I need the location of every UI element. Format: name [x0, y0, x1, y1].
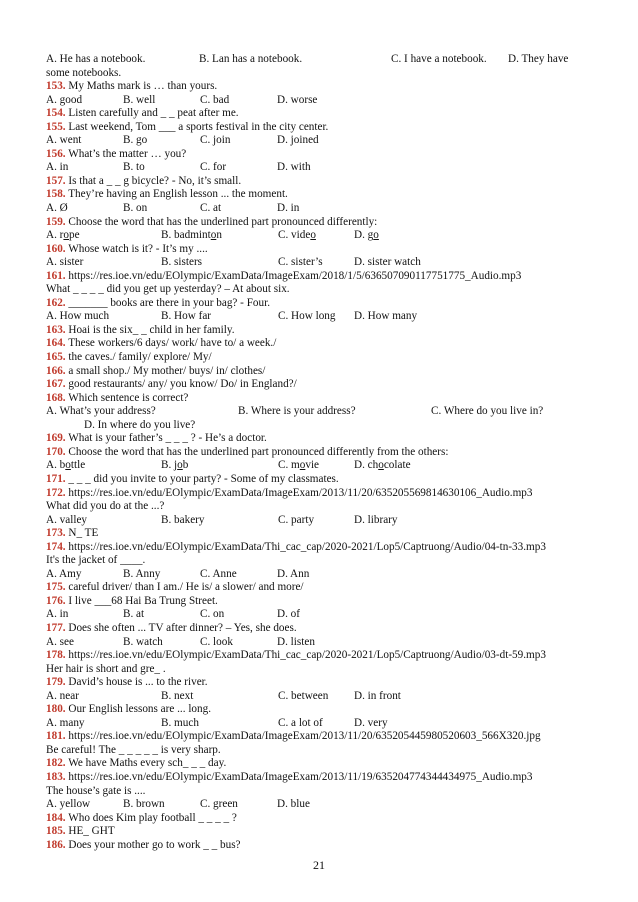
underlined-letter: o: [65, 459, 71, 472]
answer-option: C. green: [200, 798, 238, 811]
answer-option: A. sister: [46, 256, 84, 269]
answer-option: [46, 229, 80, 243]
question-text: Listen carefully and _ _ peat after me.: [68, 107, 239, 120]
question-text: Which sentence is correct?: [68, 391, 189, 404]
question-number: 171.: [46, 472, 66, 485]
question-continuation: [46, 500, 596, 514]
answer-option: A. valley: [46, 513, 88, 526]
answer-option: D. in front: [354, 689, 401, 702]
question-number: 173.: [46, 527, 66, 540]
question-number: 155.: [46, 120, 66, 133]
option-suffix: vie: [305, 459, 320, 472]
question-text: a small shop./ My mother/ buys/ in/ clothes/: [68, 364, 266, 377]
answer-options-row: [46, 202, 596, 216]
question-continuation: [46, 785, 596, 799]
answer-option: A. many: [46, 716, 85, 729]
question-line: [46, 812, 596, 826]
underlined-letter: o: [378, 459, 384, 472]
question-text: https://res.ioe.vn/edu/EOlympic/ExamData/ImageExam/2013/11/20/635205445980520603_566X320.jpg: [68, 730, 541, 743]
answer-option: A. see: [46, 635, 74, 648]
answer-options-row: [46, 514, 596, 528]
question-text: They’re having an English lesson ... the moment.: [68, 188, 288, 201]
option-prefix: D. ch: [354, 459, 379, 472]
answer-options-row: [46, 608, 596, 622]
question-text: Does your mother go to work _ _ bus?: [68, 838, 241, 851]
question-continuation: [46, 67, 596, 81]
question-number: 177.: [46, 621, 66, 634]
answer-option: A. good: [46, 93, 83, 106]
question-line: [46, 839, 596, 853]
option-suffix: pe: [69, 229, 80, 242]
question-text: My Maths mark is … than yours.: [68, 80, 218, 93]
question-line: [46, 432, 596, 446]
answer-option-indented: [46, 419, 596, 433]
answer-option: D. worse: [277, 93, 318, 106]
question-text: Choose the word that has the underlined part pronounced differently:: [68, 215, 378, 228]
question-text: I live ___68 Hai Ba Trung Street.: [68, 594, 218, 607]
question-text: Is that a _ _ g bicycle? - No, it’s small.: [68, 174, 242, 187]
answer-option: C. I have a notebook.: [391, 53, 487, 65]
question-text: careful driver/ than I am./ He is/ a slower/ and more/: [68, 581, 304, 594]
continuation-text: Be careful! The _ _ _ _ _ is very sharp.: [46, 743, 221, 756]
answer-option: B. Anny: [123, 567, 161, 580]
question-line: [46, 595, 596, 609]
answer-option: D. joined: [277, 134, 319, 147]
answer-option: B. on: [123, 202, 148, 215]
question-text: _ _ _ did you invite to your party? - Some of my classmates.: [68, 472, 339, 485]
question-text: We have Maths every sch_ _ _ day.: [68, 757, 227, 770]
question-line: [46, 175, 596, 189]
question-number: 183.: [46, 770, 66, 783]
question-number: 153.: [46, 80, 66, 93]
answer-option: B. brown: [123, 798, 165, 811]
answer-option: A. in: [46, 608, 69, 621]
answer-option: D. blue: [277, 798, 310, 811]
continuation-text: The house’s gate is ....: [46, 784, 146, 797]
answer-option: A. Amy: [46, 567, 82, 580]
option-prefix: A. r: [46, 229, 64, 242]
answer-option: B. go: [123, 134, 148, 147]
answer-option: A. in: [46, 161, 69, 174]
answer-option: B. to: [123, 161, 145, 174]
question-number: 181.: [46, 730, 66, 743]
answer-option: C. join: [200, 134, 231, 147]
question-number: 158.: [46, 188, 66, 201]
question-line: [46, 757, 596, 771]
question-number: 176.: [46, 594, 66, 607]
answer-options-row: [46, 405, 596, 419]
question-number: 170.: [46, 445, 66, 458]
option-suffix: n: [216, 229, 222, 242]
question-line: [46, 378, 596, 392]
answer-options-row: [46, 161, 596, 175]
question-text: Last weekend, Tom ___ a sports festival in the city center.: [68, 120, 329, 133]
question-line: [46, 324, 596, 338]
answer-option: C. bad: [200, 93, 230, 106]
question-continuation: [46, 554, 596, 568]
answer-options-row: [46, 134, 596, 148]
underlined-letter: o: [299, 459, 306, 472]
question-number: 178.: [46, 649, 66, 662]
option-prefix: A. b: [46, 459, 66, 472]
option-prefix: D. g: [354, 229, 374, 242]
question-line: [46, 121, 596, 135]
question-number: 175.: [46, 581, 66, 594]
answer-option: B. next: [161, 689, 194, 702]
question-text: These workers/6 days/ work/ have to/ a week./: [68, 337, 277, 350]
question-line: [46, 270, 596, 284]
question-text: Our English lessons are ... long.: [68, 703, 211, 716]
answer-option: C. at: [200, 202, 222, 215]
question-text: https://res.ioe.vn/edu/EOlympic/ExamData/ImageExam/2013/11/20/635205569814630106_Audio.mp3: [68, 486, 533, 499]
answer-option: D. In where do you live?: [84, 418, 196, 431]
answer-option: [161, 459, 188, 473]
answer-option: D. listen: [277, 635, 315, 648]
question-line: [46, 243, 596, 257]
question-line: [46, 351, 596, 365]
option-prefix: C. m: [278, 459, 300, 472]
question-text: https://res.ioe.vn/edu/EOlympic/ExamData/ImageExam/2018/1/5/636507090117751775_Audio.mp3: [68, 269, 522, 282]
continuation-text: some notebooks.: [46, 66, 122, 79]
question-number: 185.: [46, 825, 66, 838]
underlined-letter: o: [310, 229, 316, 242]
continuation-text: What did you do at the ...?: [46, 500, 165, 513]
question-line: [46, 622, 596, 636]
answer-option: B. Lan has a notebook.: [199, 53, 303, 65]
question-line: [46, 446, 596, 460]
answer-option: A. What’s your address?: [46, 405, 156, 418]
answer-options-row: [46, 229, 596, 243]
question-number: 164.: [46, 337, 66, 350]
answer-option: B. Where is your address?: [238, 405, 356, 418]
answer-option: C. look: [200, 635, 233, 648]
option-suffix: b: [182, 459, 189, 472]
page-number: 21: [313, 858, 325, 872]
question-number: 168.: [46, 391, 66, 404]
question-line: [46, 365, 596, 379]
question-line: [46, 527, 596, 541]
answer-option: B. sisters: [161, 256, 203, 269]
option-prefix: B. badmint: [161, 229, 211, 242]
question-number: 174.: [46, 540, 66, 553]
answer-options-row: [46, 256, 596, 270]
question-line: [46, 581, 596, 595]
question-number: 154.: [46, 107, 66, 120]
question-line: [46, 337, 596, 351]
answer-option: B. bakery: [161, 513, 205, 526]
answer-option: C. between: [278, 689, 329, 702]
underlined-letter: o: [177, 459, 183, 472]
answer-option: D. sister watch: [354, 256, 421, 269]
question-text: N_ TE: [68, 527, 99, 540]
question-line: [46, 730, 596, 744]
question-line: [46, 80, 596, 94]
question-text: Who does Kim play football _ _ _ _ ?: [68, 811, 237, 824]
question-number: 166.: [46, 364, 66, 377]
question-line: [46, 771, 596, 785]
answer-option: C. party: [278, 513, 315, 526]
answer-options-row: [46, 53, 596, 67]
answer-options-row: [46, 94, 596, 108]
question-continuation: [46, 744, 596, 758]
option-prefix: C. vide: [278, 229, 311, 242]
question-number: 159.: [46, 215, 66, 228]
answer-option: [278, 229, 316, 243]
continuation-text: What _ _ _ _ did you get up yesterday? – At about six.: [46, 283, 290, 296]
question-number: 184.: [46, 811, 66, 824]
underlined-letter: o: [373, 229, 379, 242]
answer-option: A. How much: [46, 310, 110, 323]
question-text: HE_ GHT: [68, 825, 115, 838]
question-line: [46, 473, 596, 487]
question-number: 180.: [46, 703, 66, 716]
answer-option: [278, 459, 319, 473]
answer-option: A. He has a notebook.: [46, 53, 146, 65]
underlined-letter: o: [63, 229, 69, 242]
answer-option: D. with: [277, 161, 311, 174]
answer-option: B. well: [123, 93, 156, 106]
answer-option: [46, 459, 85, 473]
answer-option: B. much: [161, 716, 199, 729]
question-text: What is your father’s _ _ _ ? - He’s a doctor.: [68, 432, 267, 445]
question-text: Whose watch is it? - It’s my ....: [68, 242, 208, 255]
answer-options-row: [46, 636, 596, 650]
question-text: https://res.ioe.vn/edu/EOlympic/ExamData/ImageExam/2013/11/19/635204774344434975_Audio.mp3: [68, 770, 533, 783]
answer-option: C. for: [200, 161, 227, 174]
continuation-text: Her hair is short and gre_ .: [46, 662, 166, 675]
answer-option: C. sister’s: [278, 256, 323, 269]
question-text: https://res.ioe.vn/edu/EOlympic/ExamData/Thi_cac_cap/2020-2021/Lop5/Captruong/Audio/03-dt-59.mp3: [68, 649, 546, 662]
question-line: [46, 148, 596, 162]
question-text: What’s the matter … you?: [68, 147, 187, 160]
answer-option: A. near: [46, 689, 79, 702]
answer-option: [354, 229, 379, 243]
answer-option: C. How long: [278, 310, 336, 323]
answer-option: D. of: [277, 608, 300, 621]
answer-option: C. a lot of: [278, 716, 323, 729]
question-number: 165.: [46, 351, 66, 364]
question-text: David’s house is ... to the river.: [68, 676, 208, 689]
answer-option: D. in: [277, 202, 300, 215]
answer-option: B. How far: [161, 310, 212, 323]
answer-option: A. yellow: [46, 798, 91, 811]
answer-options-row: [46, 717, 596, 731]
question-line: [46, 676, 596, 690]
question-line: [46, 107, 596, 121]
question-line: [46, 392, 596, 406]
question-number: 161.: [46, 269, 66, 282]
question-number: 179.: [46, 676, 66, 689]
question-text: https://res.ioe.vn/edu/EOlympic/ExamData/Thi_cac_cap/2020-2021/Lop5/Captruong/Audio/04-tn-33.mp3: [68, 540, 546, 553]
option-suffix: ttle: [70, 459, 86, 472]
question-line: [46, 188, 596, 202]
question-text: Hoai is the six_ _ child in her family.: [68, 323, 235, 336]
underlined-letter: o: [210, 229, 217, 242]
answer-options-row: [46, 690, 596, 704]
question-number: 157.: [46, 174, 66, 187]
continuation-text: It's the jacket of ____.: [46, 554, 146, 567]
question-number: 162.: [46, 296, 66, 309]
question-line: [46, 487, 596, 501]
option-suffix: colate: [383, 459, 411, 472]
question-text: good restaurants/ any/ you know/ Do/ in England?/: [68, 378, 297, 391]
option-prefix: B. j: [161, 459, 178, 472]
answer-option: D. Ann: [277, 567, 310, 580]
answer-option: D. They have: [508, 53, 569, 65]
answer-option: C. Anne: [200, 567, 237, 580]
answer-option: A. Ø: [46, 202, 68, 215]
answer-option: [354, 459, 411, 473]
worksheet-page: [46, 53, 596, 852]
question-continuation: [46, 283, 596, 297]
question-line: [46, 216, 596, 230]
answer-option: B. at: [123, 608, 145, 621]
question-number: 160.: [46, 242, 66, 255]
question-line: [46, 825, 596, 839]
question-text: Choose the word that has the underlined part pronounced differently from the others:: [68, 445, 449, 458]
answer-option: D. very: [354, 716, 388, 729]
question-number: 169.: [46, 432, 66, 445]
question-line: [46, 703, 596, 717]
question-number: 156.: [46, 147, 66, 160]
question-text: the caves./ family/ explore/ My/: [68, 351, 212, 364]
answer-option: A. went: [46, 134, 82, 147]
answer-option: [161, 229, 222, 243]
question-text: Does she often ... TV after dinner? – Yes, she does.: [68, 621, 297, 634]
answer-option: D. How many: [354, 310, 418, 323]
answer-option: C. on: [200, 608, 225, 621]
question-text: _______ books are there in your bag? - Four.: [68, 296, 271, 309]
question-number: 182.: [46, 757, 66, 770]
answer-option: B. watch: [123, 635, 163, 648]
question-number: 186.: [46, 838, 66, 851]
question-number: 167.: [46, 378, 66, 391]
question-line: [46, 297, 596, 311]
answer-options-row: [46, 310, 596, 324]
question-line: [46, 649, 596, 663]
question-number: 163.: [46, 323, 66, 336]
question-number: 172.: [46, 486, 66, 499]
answer-option: D. library: [354, 513, 398, 526]
answer-options-row: [46, 798, 596, 812]
answer-options-row: [46, 459, 596, 473]
question-continuation: [46, 663, 596, 677]
answer-options-row: [46, 568, 596, 582]
answer-option: C. Where do you live in?: [431, 405, 544, 418]
question-line: [46, 541, 596, 555]
